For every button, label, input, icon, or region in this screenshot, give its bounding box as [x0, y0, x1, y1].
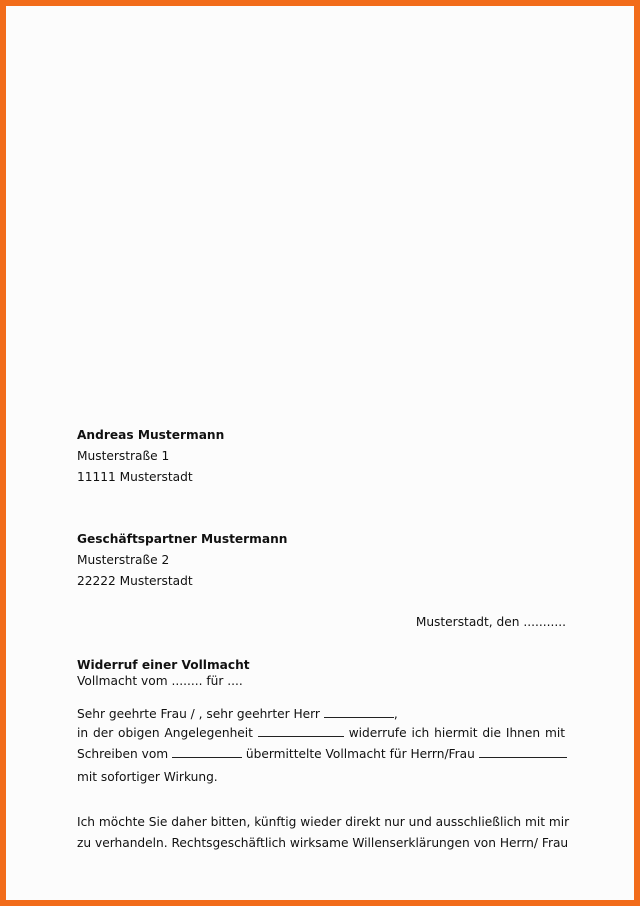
salutation-comma: ,: [393, 707, 398, 721]
paragraph-1-line-1: [77, 723, 565, 744]
paragraph-1-line-2: [77, 744, 565, 765]
fill-in-blank: [172, 745, 242, 758]
recipient-name: Geschäftspartner Mustermann: [77, 532, 288, 546]
text-segment: widerrufe ich hiermit die Ihnen mit: [348, 726, 566, 740]
text-segment: Schreiben vom: [77, 747, 169, 761]
text-segment: Ich möchte Sie daher bitten, künftig wieder direkt nur und ausschließlich mit mir: [77, 815, 570, 829]
text-segment: zu verhandeln. Rechtsgeschäftlich wirksame Willenserklärungen von Herrn/ Frau: [77, 836, 569, 850]
paragraph-2-line-1: [77, 812, 570, 833]
salutation-text: Sehr geehrte Frau / , sehr geehrter Herr: [77, 707, 320, 721]
sender-street: Musterstraße 1: [77, 449, 170, 463]
sender-city: 11111 Musterstadt: [77, 470, 193, 484]
subject-title: Widerruf einer Vollmacht: [77, 658, 250, 672]
recipient-city: 22222 Musterstadt: [77, 574, 193, 588]
salutation: [77, 705, 398, 722]
text-segment: in der obigen Angelegenheit: [77, 726, 253, 740]
subject-subtitle: Vollmacht vom ........ für ....: [77, 674, 243, 688]
fill-in-blank: [258, 724, 344, 737]
recipient-street: Musterstraße 2: [77, 553, 170, 567]
fill-in-blank: [479, 745, 567, 758]
fill-in-blank: [324, 705, 394, 718]
paragraph-1-line-3: mit sofortiger Wirkung.: [77, 770, 218, 784]
date-line: Musterstadt, den ...........: [415, 615, 566, 629]
sender-name: Andreas Mustermann: [77, 428, 225, 442]
paragraph-2-line-2: [77, 833, 569, 854]
text-segment: übermittelte Vollmacht für Herrn/Frau: [245, 747, 475, 761]
